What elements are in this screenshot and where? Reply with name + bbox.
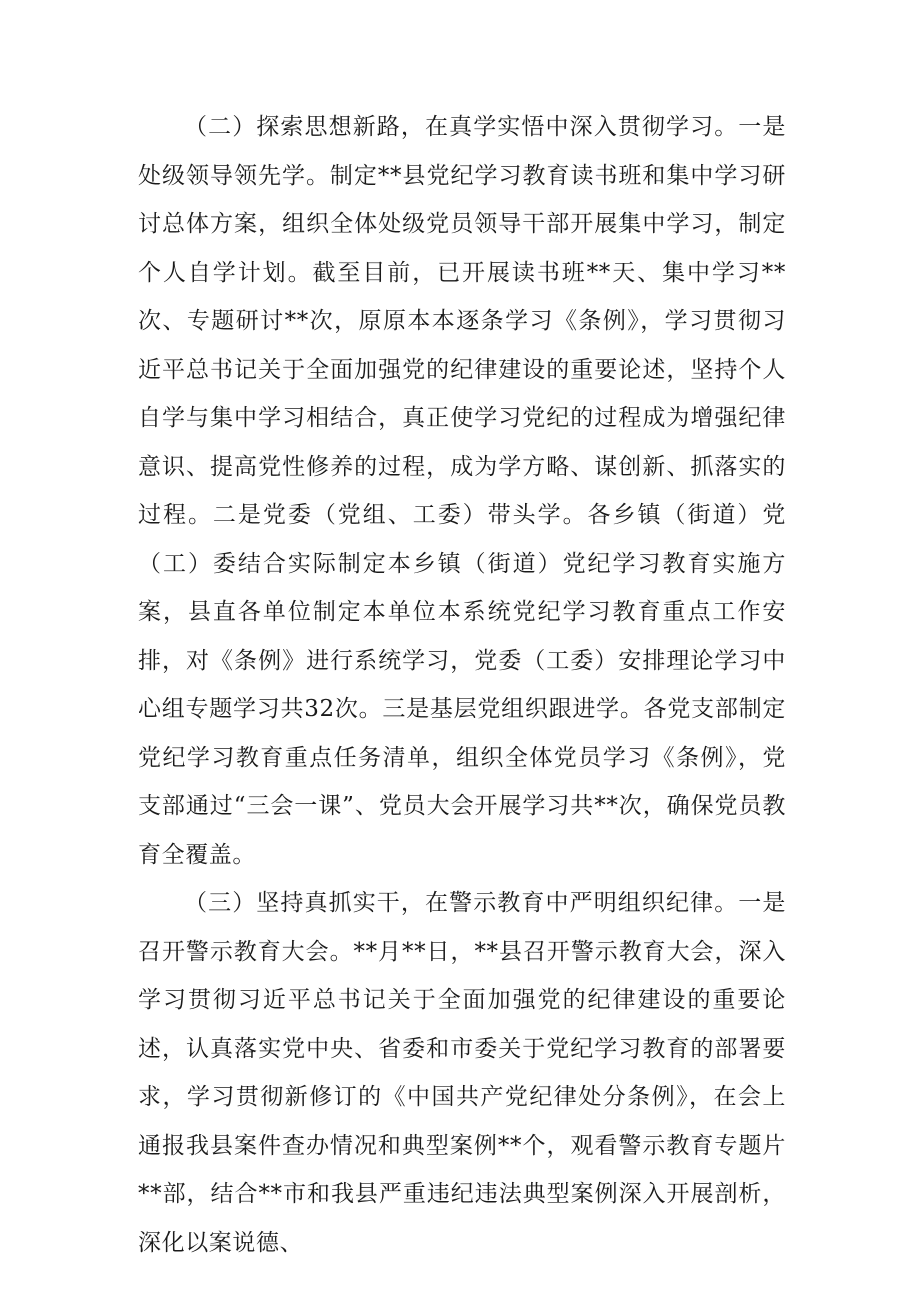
document-body — [138, 103, 786, 1267]
paragraph-section-2: （二）探索思想新路，在真学实悟中深入贯彻学习。一是处级领导领先学。制定**县党纪学习教育读书班和集中学习研讨总体方案，组织全体处级党员领导干部开展集中学习，制定个人自学计划。截至目前，已开展读书班**天、集中学习**次、专题研讨**次，原原本本逐条学习《条例》，学习贯彻习近平总书记关于全面加强党的纪律建设的重要论述，坚持个人自学与集中学习相结合，真正使学习党纪的过程成为增强纪律意识、提高党性修养的过程，成为学方略、谋创新、抓落实的过程。二是党委（党组、工委）带头学。各乡镇（街道）党（工）委结合实际制定本乡镇（街道）党纪学习教育实施方案，县直各单位制定本单位本系统党纪学习教育重点工作安排，对《条例》进行系统学习，党委（工委）安排理论学习中心组专题学习共32次。三是基层党组织跟进学。各党支部制定党纪学习教育重点任务清单，组织全体党员学习《条例》，党支部通过“三会一课”、党员大会开展学习共**次，确保党员教育全覆盖。 — [138, 114, 786, 868]
paragraph-section-3: （三）坚持真抓实干，在警示教育中严明组织纪律。一是召开警示教育大会。**月**日，**县召开警示教育大会，深入学习贯彻习近平总书记关于全面加强党的纪律建设的重要论述，认真落实党中央、省委和市委关于党纪学习教育的部署要求，学习贯彻新修订的《中国共产党纪律处分条例》，在会上通报我县案件查办情况和典型案例**个，观看警示教育专题片**部，结合**市和我县严重违纪违法典型案例深入开展剖析，深化以案说德、 — [138, 890, 786, 1256]
